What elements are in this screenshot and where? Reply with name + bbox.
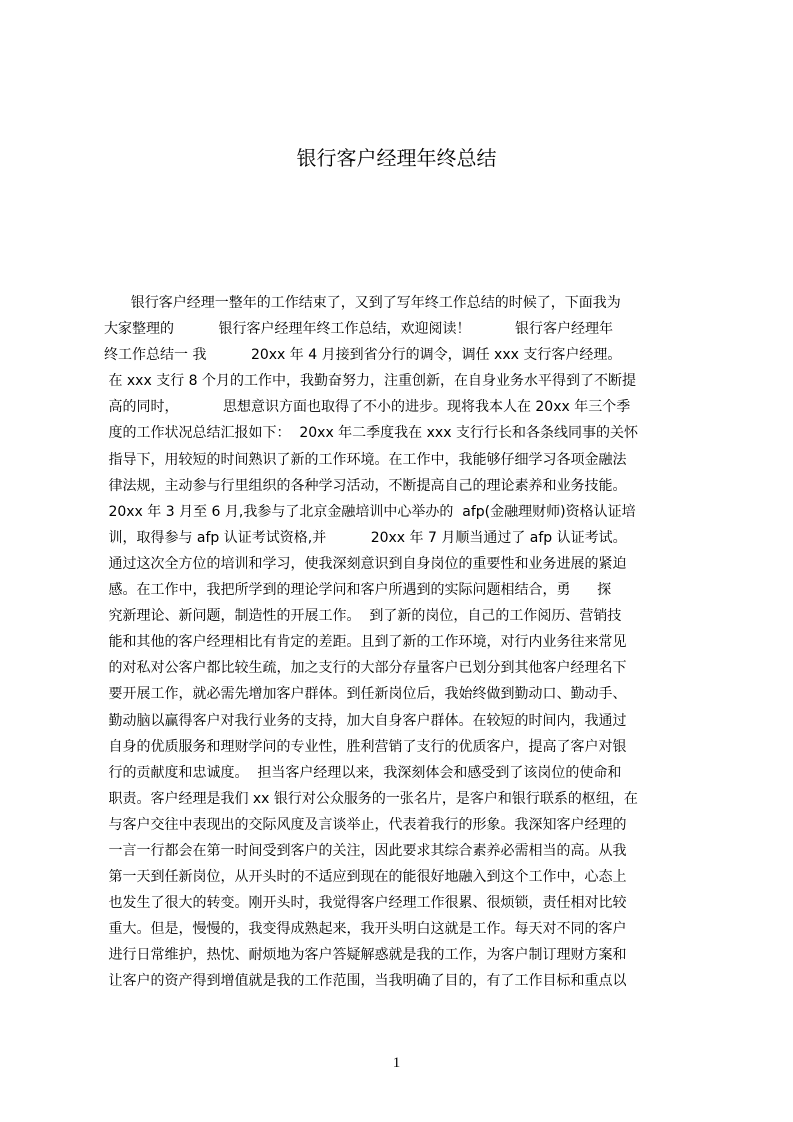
body-line: 度的工作状况总结汇报如下： 20xx 年二季度我在 xxx 支行行长和各条线同事的关怀 — [104, 425, 638, 442]
body-line: 重大。但是，慢慢的，我变得成熟起来，我开头明白这就是工作。每天对不同的客户 — [104, 921, 627, 938]
body-line: 律法规，主动参与行里组织的各种学习活动，不断提高自己的理论素养和业务技能。 — [104, 477, 627, 494]
body-line: 让客户的资产得到增值就是我的工作范围，当我明确了目的，有了工作目标和重点以 — [104, 973, 627, 990]
body-line: 感。在工作中，我把所学到的理论学问和客户所遇到的实际问题相结合，勇 探 — [104, 582, 612, 599]
body-line: 行的贡献度和忠诚度。 担当客户经理以来，我深刻体会和感受到了该岗位的使命和 — [104, 764, 622, 781]
body-line: 第一天到任新岗位，从开头时的不适应到现在的能很好地融入到这个工作中，心态上 — [104, 869, 627, 886]
document-body — [104, 290, 700, 995]
body-line: 职责。客户经理是我们 xx 银行对公众服务的一张名片，是客户和银行联系的枢纽，在 — [104, 790, 638, 807]
page-number: 1 — [392, 1055, 401, 1071]
body-line: 勤动脑以赢得客户对我行业务的支持，加大自身客户群体。在较短的时间内，我通过 — [104, 712, 627, 729]
body-line: 一言一行都会在第一时间受到客户的关注，因此要求其综合素养必需相当的高。从我 — [104, 842, 627, 859]
body-line: 自身的优质服务和理财学问的专业性，胜利营销了支行的优质客户，提高了客户对银 — [104, 738, 627, 755]
body-line: 进行日常维护，热忱、耐烦地为客户答疑解惑就是我的工作，为客户制订理财方案和 — [104, 947, 627, 964]
body-line: 通过这次全方位的培训和学习，使我深刻意识到自身岗位的重要性和业务进展的紧迫 — [104, 555, 627, 572]
body-line: 也发生了很大的转变。刚开头时，我觉得客户经理工作很累、很烦锁，责任相对比较 — [104, 895, 627, 912]
body-line: 与客户交往中表现出的交际风度及言谈举止，代表着我行的形象。我深知客户经理的 — [104, 816, 627, 833]
body-line: 究新理论、新问题，制造性的开展工作。 到了新的岗位，自己的工作阅历、营销技 — [104, 608, 622, 625]
body-line: 高的同时， 思想意识方面也取得了不小的进步。现将我本人在 20xx 年三个季 — [104, 399, 631, 416]
body-line: 终工作总结一 我 20xx 年 4 月接到省分行的调令，调任 xxx 支行客户经理。 — [104, 347, 622, 364]
body-line: 在 xxx 支行 8 个月的工作中，我勤奋努力，注重创新，在自身业务水平得到了不断提 — [104, 373, 637, 390]
body-line: 的对私对公客户都比较生疏，加之支行的大部分存量客户已划分到其他客户经理名下 — [104, 660, 627, 677]
body-line: 要开展工作，就必需先增加客户群体。到任新岗位后，我始终做到勤动口、勤动手、 — [104, 686, 627, 703]
body-line: 20xx 年 3 月至 6 月,我参与了北京金融培训中心举办的 afp(金融理财师)资格认证培 — [104, 503, 636, 520]
body-line: 能和其他的客户经理相比有肯定的差距。且到了新的工作环境，对行内业务往来常见 — [104, 634, 627, 651]
body-line: 训，取得参与 afp 认证考试资格,并 20xx 年 7 月顺当通过了 afp 认证考试。 — [104, 529, 627, 546]
document-title: 银行客户经理年终总结 — [296, 146, 497, 170]
body-line: 银行客户经理一整年的工作结束了，又到了写年终工作总结的时候了，下面我为 — [104, 295, 621, 311]
body-line: 指导下，用较短的时间熟识了新的工作环境。在工作中，我能够仔细学习各项金融法 — [104, 451, 627, 468]
body-line: 大家整理的 银行客户经理年终工作总结，欢迎阅读！ 银行客户经理年 — [104, 321, 614, 338]
